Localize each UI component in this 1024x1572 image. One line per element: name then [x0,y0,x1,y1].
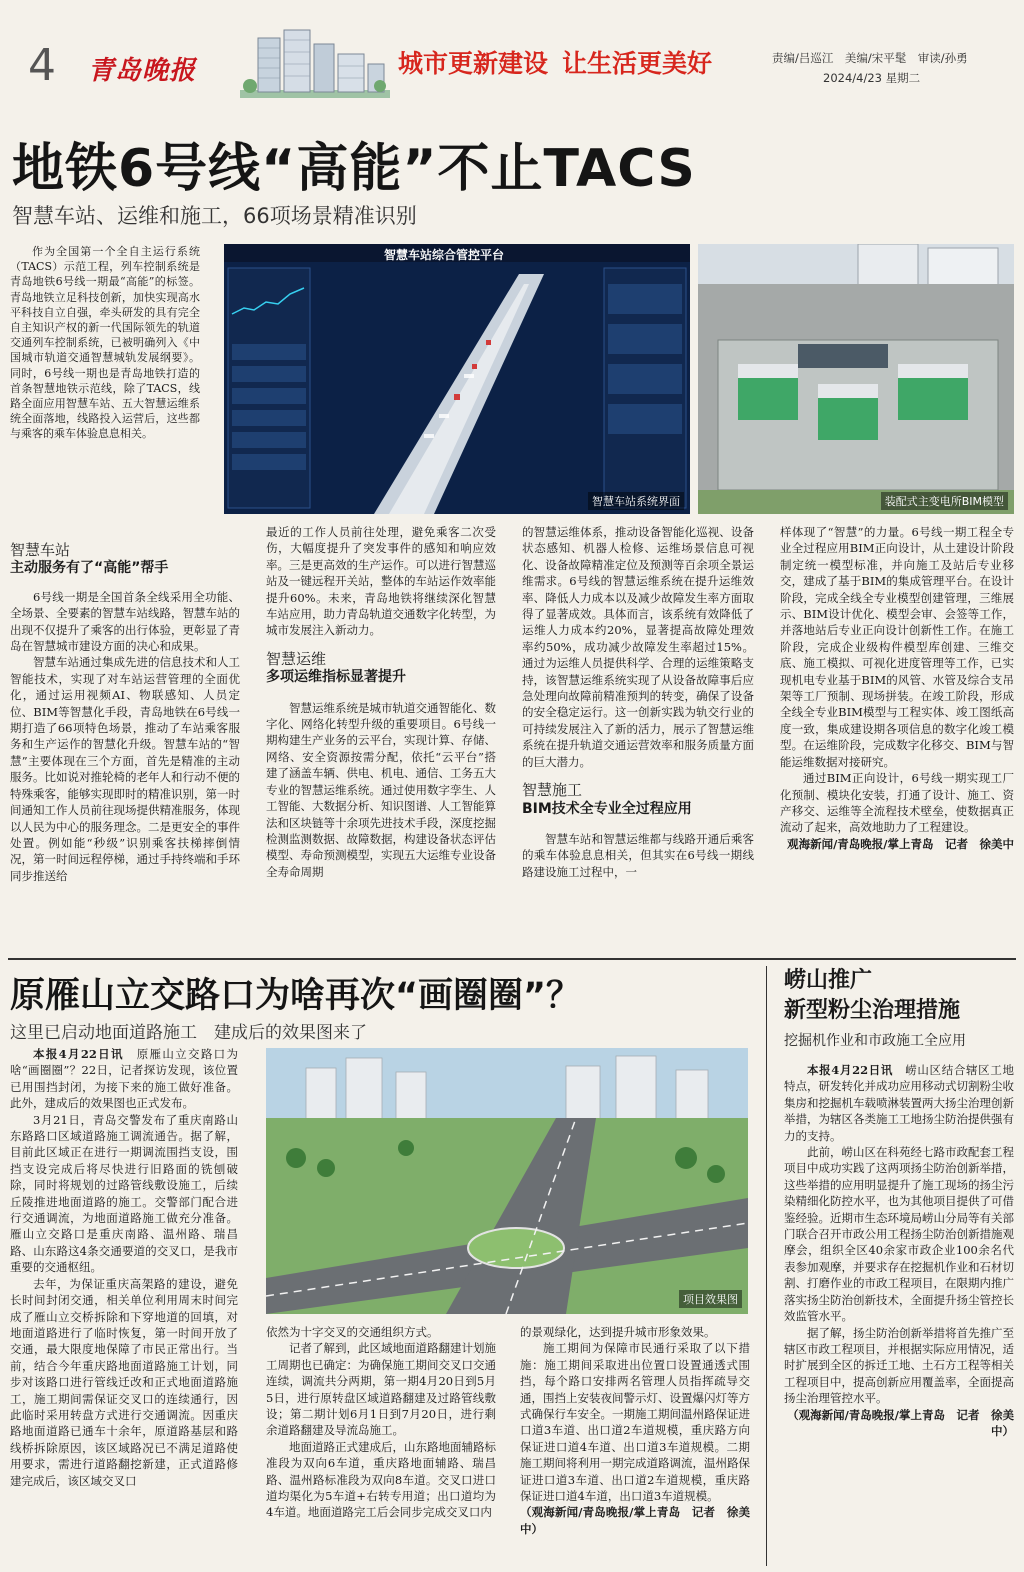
article3-body [784,1062,1014,1439]
dateline: 本报4月22日讯 [807,1063,894,1077]
article3-headline-line1: 崂山推广 [784,968,873,993]
paper-logo: 青岛晚报 [88,56,197,86]
masthead [0,0,1024,120]
byline: （观海新闻/青岛晚报/掌上青岛 记者 徐美中） [520,1505,750,1536]
paragraph [10,1046,238,1112]
platform-title: 智慧车站综合管控平台 [384,248,505,262]
paragraph-text: 崂山区结合辖区工地特点，研发转化并成功应用移动式切割粉尘收集房和挖掘机车载喷淋装置两大扬尘治理创新举措，为辖区各类施工工地扬尘防治提供强有力的支持。 [784,1063,1014,1143]
article3-headline-line2: 新型粉尘治理措施 [784,998,961,1023]
paragraph: 据了解，扬尘防治创新举措将首先推广至辖区市政工程项目，并根据实际应用情况，适时扩展到全区的拆迁工地、土石方工程等相关工程项目中，提高创新应用覆盖率，全面提高扬尘治理管控水平。 [784,1325,1014,1406]
article1-headline: 地铁6号线“高能”不止TACS [12,139,696,199]
paragraph: 记者了解到，此区域地面道路翻建计划施工周期也已确定：为确保施工期间交叉口交通连续，调流共分两期，第一期4月20日到5月5日，进行原转盘区域道路翻建及过路管线敷设；第二期计划6月1日到7月20日，进行剩余道路翻建及导流岛施工。 [266,1341,496,1438]
section-kicker-station: 智慧车站 [10,541,71,559]
paragraph: 智慧车站通过集成先进的信息技术和人工智能技术，实现了对车站运营管理的全面优化，通过运用视频AI、物联感知、人员定位、BIM等智慧化手段，青岛地铁在6号线一期打造了66项特色场景，推动了车站乘客服务和生产运作的智慧化升级。智慧车站的“智慧”主要体现在三个方面，首先是精准的主动服务。比如说对推轮椅的老年人和行动不便的特殊乘客，能够实现即时的精准识别，第一时间通知工作人员前往现场提供精准服务，体现以人民为中心的服务理念。二是更安全的事件处置。例如能“秒级”识别乘客扶梯摔倒情况，第一时间远程停梯，通过手持终端和手环同步推送给 [10,655,240,883]
paragraph: 通过BIM正向设计，6号线一期实现工厂化预制、模块化安装，打通了设计、施工、资产移交、运维等全流程技术壁垒，使数据真正流动了起来，高效地助力了工程建设。 [780,771,1014,835]
paragraph-text: 原雁山立交路口为啥“画圈圈”？22日，记者探访发现，该位置已用围挡封闭，为接下来的施工做好准备。此外，建成后的效果图也正式发布。 [10,1047,239,1111]
slogan-part-1: 城市更新建设 [398,49,549,78]
paragraph: 去年，为保证重庆高架路的建设，避免长时间封闭交通，相关单位利用周末时间完成了雁山立交桥拆除和下穿地道的回填，对地面道路进行了临时恢复，第一时间开放了交通，最大限度地保障了市民正常出行。当前，结合今年重庆路地面道路施工计划，同步对该路口进行管线迁改和正式地面道路施工，施工期间需保证交叉口的连续通行，因此临时采用转盘方式进行交通调流。因重庆路地面道路已通车十余年，原道路基层和路线桥拆除原因，该区域路况已不满足道路使用要求，需进行道路翻挖新建，正式道路修建完成后，该区域交叉口 [10,1276,238,1488]
paragraph: 的智慧运维体系，推动设备智能化巡视、设备状态感知、机器人检修、运维场景信息可视化、设备故障精准定位及预测等百余项全景运维需求。6号线的智慧运维系统在提升运维效率、降低人力成本以及减少故障发生率方面取得了显著成效。具体而言，该系统有效降低了运维人力成本约20%，显著提高故障处理效率约50%，成功减少故障发生率超过15%。通过为运维人员提供科学、合理的运维策略支持，该智慧运维系统实现了从设备故障事后应急处理向故障前精准预判的转变，确保了设备的安全稳定运行。这一创新实践为轨交行业的可持续发展注入了新的活力，展示了智慧运维系统在提升轨道交通运营效率和服务质量方面的巨大潜力。 [522,525,754,769]
article3-headline [784,966,1016,1050]
article1-col1 [10,536,240,884]
paragraph: 最近的工作人员前往处理，避免乘客二次受伤，大幅度提升了突发事件的感知和响应效率。三是更高效的生产运作。可以进行智慧巡站及一键远程开关站，整体的车站运作效率能提升60%。未来，青岛地铁将继续深化智慧车站应用，助力青岛轨道交通数字化转型，为城市发展注入新动力。 [266,525,496,638]
paragraph [784,1062,1014,1144]
section-title-build: BIM技术全专业全过程应用 [522,800,692,817]
section-kicker-build: 智慧施工 [522,781,583,800]
article2-subhead: 这里已启动地面道路施工 建成后的效果图来了 [10,1023,367,1043]
paragraph: 此前，崂山区在科苑经七路市政配套工程项目中成功实践了这两项扬尘防治创新举措，这些举措的应用明显提升了施工现场的扬尘污染精细化防控水平，也为其他项目提供了可借鉴经验。近期市生态环境局崂山分局等有关部门联合召开市政公用工程扬尘防治创新措施观摩会，组织全区40余家市政企业100余名代表参加观摩，并要求存在挖掘机作业和石材切割、打磨作业的市政工程项目，在限期内推广落实扬尘防治创新技术，全面提升扬尘管控长效监管水平。 [784,1145,1014,1324]
article2-col1 [10,1046,238,1489]
article1-col4 [780,524,1014,852]
skyline-illustration [240,24,390,102]
article1-col3 [522,524,754,880]
slogan [398,44,712,80]
dateline: 本报4月22日讯 [33,1047,124,1061]
article1-col2 [266,524,496,880]
bim-caption: 装配式主变电所BIM模型 [881,492,1008,510]
article2-col2 [266,1324,496,1521]
issue-date: 2024/4/23 星期二 [823,71,921,85]
section-title-ops: 多项运维指标显著提升 [266,669,406,686]
article2-headline: 原雁山立交路口为啥再次“画圈圈”？ [10,976,582,1016]
byline: （观海新闻/青岛晚报/掌上青岛 记者 徐美中） [787,1407,1014,1438]
editors-line: 责编/吕巡江 美编/宋平髦 审读/孙勇 [772,51,968,65]
byline: 观海新闻/青岛晚报/掌上青岛 记者 徐美中 [787,836,1014,851]
article1-lead [10,244,200,442]
section-divider [8,958,1016,960]
intersection-rendering [266,1048,748,1314]
bim-model-photo [698,244,1014,514]
paragraph: 依然为十字交叉的交通组织方式。 [266,1325,439,1339]
paragraph: 智慧车站和智慧运维都与线路开通后乘客的乘车体验息息相关，但其实在6号线一期线路建设施工过程中，一 [522,831,754,879]
page-number: 4 [28,40,56,91]
article1-subhead: 智慧车站、运维和施工，66项场景精准识别 [12,204,417,228]
slogan-part-2: 让生活更美好 [562,49,713,78]
article3-subhead: 挖掘机作业和市政施工全应用 [784,1033,966,1049]
paragraph: 3月21日，青岛交警发布了重庆南路山东路路口区域道路施工调流通告。据了解，目前此区域正在进行一期调流围挡支设，围挡支设完成后将尽快进行旧路面的铣刨破除，同时将规划的过路管线敷设施工，后续丘陵推进地面道路的施工。交警部门配合进行交通调流，为地面道路施工做充分准备。雁山立交路口是重庆南路、温州路、瑞昌路、山东路这4条交通要道的交叉口，是我市重要的交通枢纽。 [10,1112,238,1275]
platform-screenshot [224,244,690,514]
paragraph: 样体现了“智慧”的力量。6号线一期工程全专业全过程应用BIM正向设计，从土建设计阶段制定统一模型标准，并向施工及站后专业移交，建成了基于BIM的集成管理平台。在设计阶段，完成全线全专业模型创建管理，三维展示、BIM设计优化、模型会审、会签等工作，并落地站后专业正向设计创新性工作。在施工阶段，完成企业级构件模型库创建、三维交底、施工模拟、可视化进度管理等工作，已实现机电专业基于BIM的风管、水管及综合支吊架等工厂预制、现场拼装。在竣工阶段，形成全线全专业BIM模型与工程实体、竣工图纸高度一致，集成建设期各项信息的数字化竣工模型。在运维阶段，完成数字化移交、BIM与智能运维数据对接研究。 [780,525,1014,769]
section-title-station: 主动服务有了“高能”帮手 [10,560,169,577]
paragraph: 的景观绿化，达到提升城市形象效果。 [520,1325,716,1339]
platform-caption: 智慧车站系统界面 [588,492,684,510]
paragraph: 6号线一期是全国首条全线采用全功能、全场景、全要素的智慧车站线路，智慧车站的出现不仅提升了乘客的出行体验，更彰显了青岛在智慧城市建设方面的决心和成果。 [10,589,240,654]
render-caption: 项目效果图 [679,1290,742,1308]
lead-paragraph: 作为全国第一个全自主运行系统（TACS）示范工程，列车控制系统是青岛地铁6号线一期最“高能”的标签。青岛地铁立足科技创新，加快实现高水平科技自立自强，牵头研发的具有完全自主知识产权的新一代国际领先的轨道交通列车控制系统，已被明确列入《中国城市轨道交通智慧城轨发展纲要》。同时，6号线一期也是青岛地铁打造的首条智慧地铁示范线，除了TACS，线路全面应用智慧车站、五大智慧运维系统全面落地，线路投入运营后，这些都与乘客的乘车体验息息相关。 [10,245,200,441]
paragraph: 地面道路正式建成后，山东路地面辅路标准段为双向6车道，重庆路地面辅路、瑞昌路、温州路标准段为双向8车道。交叉口进口道均渠化为5车道+右转专用道；出口道均为4车道。地面道路完工后会同步完成交叉口内 [266,1439,496,1520]
paragraph: 施工期间为保障市民通行采取了以下措施：施工期间采取进出位置口设置通透式围挡，每个路口安排两名管理人员指挥疏导交通，围挡上安装夜间警示灯、设置爆闪灯等方式确保行车安全。一期施工期间温州路保证进口道3车道、出口道2车道规模，重庆路方向保证进口道4车道、出口道3车道规模。二期施工期间将利用一期完成道路调流，温州路保证进口道3车道、出口道2车道规模，重庆路保证进口道4车道，出口道3车道规模。 [520,1341,750,1504]
section-kicker-ops: 智慧运维 [266,649,327,668]
article2-col3 [520,1324,750,1537]
column-divider [766,966,767,1566]
paragraph: 智慧运维系统是城市轨道交通智能化、数字化、网络化转型升级的重要项目。6号线一期构建生产业务的云平台，实现计算、存储、网络、安全资源按需分配，依托“云平台”搭建了涵盖车辆、供电、机电、通信、工务五大专业的智慧运维系统。通过使用数字孪生、人工智能、大数据分析、知识图谱、人工智能算法和区块链等十余项先进技术手段，深度挖掘检测监测数据、故障数据，构建设备状态评估模型、寿命预测模型，实现五大运维专业设备全寿命周期 [266,700,496,879]
